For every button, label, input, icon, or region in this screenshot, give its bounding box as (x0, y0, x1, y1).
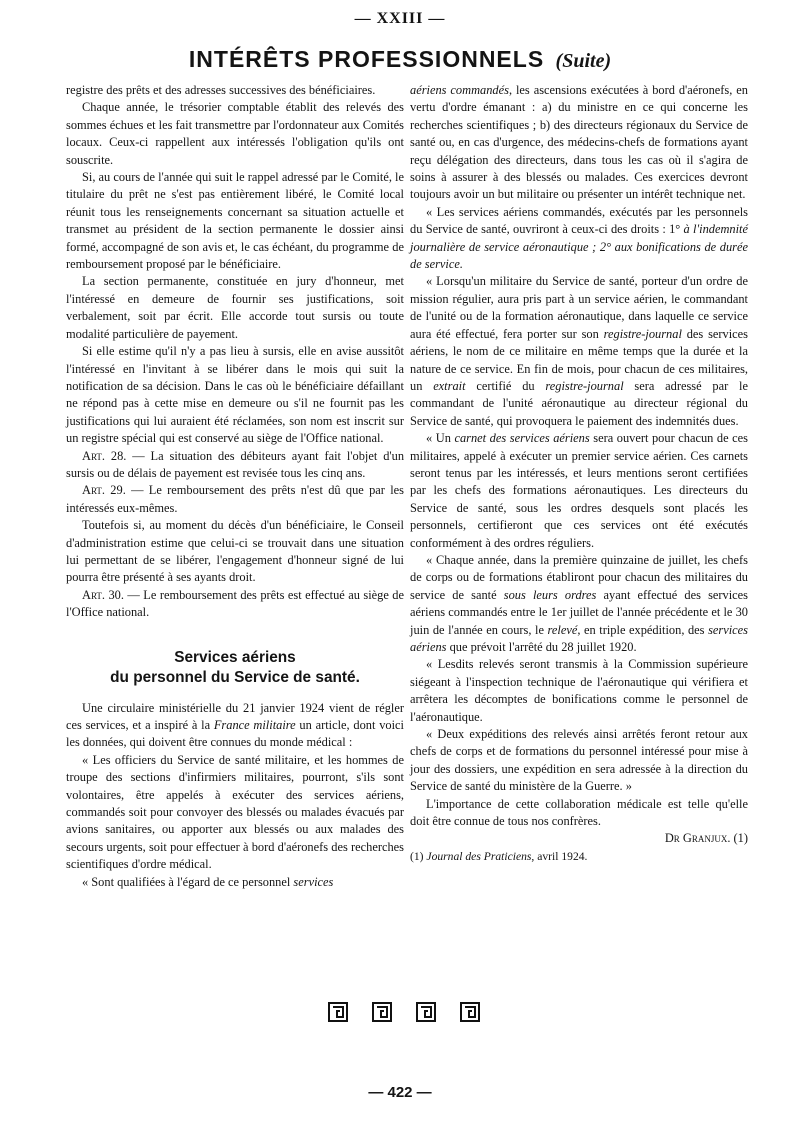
text-run: , les ascensions exécutées à bord d'aéronefs, en vertu d'ordre émanant : a) du ministre en ce qui concerne les recherches scientifiques ; b) des directeurs régionaux du Service de santé ou, en cas d'urgence, des médecins-chefs de formations ayant reçu délégation des directeurs, dans tous les cas où il s'agira de soins à assurer à des blessés ou malades. Ces exercices devront toujours avoir un but militaire ou présenter un intérêt technique net. (410, 83, 748, 202)
paragraph: Si, au cours de l'année qui suit le rappel adressé par le Comité, le titulaire du prêt ne s'est pas entièrement libéré, le Comité local réunit tous les renseignements concernant sa situation actuelle et transmet au président de la section permanente le dossier ainsi formé, accompagné de son avis et, le cas échéant, du programme de remboursement proposé par le bénéficiaire. (66, 170, 404, 272)
paragraph: La section permanente, constituée en jury d'honneur, met l'intéressé en demeure de fournir ses justifications, soit verbalement, soit par écrit. Elle accorde tout sursis ou toute modalité particulière de payement. (66, 274, 404, 341)
paragraph: registre des prêts et des adresses successives des bénéficiaires. (66, 83, 376, 97)
footnote-source: Journal des Praticiens (426, 849, 532, 863)
subtitle-line-2: du personnel du Service de santé. (110, 668, 360, 686)
paragraph: Si elle estime qu'il n'y a pas lieu à sursis, elle en avise aussitôt l'intéressé en l'invitant à se libérer dans le mois qui suit la notification de sa décision. Dans le cas où le bénéficiaire défaillant ne répond pas à cette mise en demeure ou s'il ne fournit pas les justifications qui lui auraient été réclamées, son nom est inscrit sur un registre spécial qui est conservé au siège de l'Office national. (66, 344, 404, 446)
italic-run: registre-journal (603, 326, 682, 341)
text-run: « Les services aériens commandés, exécutés par les personnels du Service de santé, ouvriront à ceux-ci des droits : 1° (410, 204, 748, 237)
article-label: Art. 29. (82, 483, 126, 498)
article-29 (66, 482, 404, 517)
text-run: « Un (426, 431, 455, 446)
article-28 (66, 448, 404, 483)
text-run: un article, dont voici les données, qui doivent être connues du monde médical : (66, 718, 404, 750)
article-30 (66, 587, 404, 622)
paragraph (410, 273, 748, 430)
text-run: certifié du (465, 378, 546, 393)
page-number: — 422 — (368, 1084, 432, 1101)
paragraph (410, 552, 748, 656)
italic-run: services (293, 874, 334, 889)
article-text: — La situation des débiteurs ayant fait l'objet d'un sursis ou de délais de payement est revisée tous les cinq ans. (66, 448, 405, 480)
section-title-suite: (Suite) (555, 50, 612, 72)
text-run: « Sont qualifiées à l'égard de ce personnel (82, 874, 294, 889)
paragraph: Toutefois si, au moment du décès d'un bénéficiaire, le Conseil d'administration estime que celui-ci se trouvait dans une situation lui permettant de se libérer, l'engagement d'honneur signé de lui pourra être présenté à ses ayants droit. (66, 518, 404, 585)
article-text: — Le remboursement des prêts est effectué au siège de l'Office national. (66, 587, 405, 620)
paragraph (410, 430, 748, 552)
greek-key-ornament-icon (460, 1002, 480, 1022)
article-label: Art. 30. (82, 587, 124, 602)
page-section-number: — XXIII — (354, 10, 446, 27)
paragraph: « Les officiers du Service de santé militaire, et les hommes de troupe des sections d'infirmiers militaires, pourront, s'ils sont volontaires, être appelés à exécuter des services aériens, commandés soit pour convoyer des blessés ou malades évacués par avions sanitaires, ou apporter aux blessés ou aux malades des secours urgents, soit pour effectuer à bord d'aéronefs des recherches scientifiques d'ordre médical. (66, 752, 404, 872)
left-column (66, 82, 404, 891)
right-column (410, 82, 748, 865)
text-run: sera adressé par le commandant de l'unité aéronautique au directeur régional du Service de santé, qui provoquera le paiement des indemnités dues. (410, 378, 748, 428)
text-run: , en triple expédition, des (577, 622, 709, 637)
italic-run: extrait (433, 378, 466, 393)
subtitle-line-1: Services aériens (174, 648, 296, 666)
footnote (410, 848, 748, 865)
article-subtitle (66, 648, 404, 688)
article-label: Art. 28. (82, 448, 127, 463)
text-run: des services aériens, le nom de ce militaire en même temps que la durée et la nature de ce service. En fin de mois, pour chacun de ces militaires, un (410, 326, 749, 393)
text-run: « Chaque année, dans la première quinzaine de juillet, les chefs de corps ou de formations établiront pour chacun des militaires du service de santé (410, 552, 748, 602)
italic-run: sous leurs ordres (503, 587, 597, 602)
italic-run: registre-journal (545, 378, 624, 393)
ornament-row (328, 1002, 480, 1022)
text-run: ayant effectué des services aériens commandés entre le 1er juillet de l'année précédente et le 30 juin de l'année en cours, le (410, 587, 748, 637)
italic-run: aériens commandés (410, 83, 509, 97)
greek-key-ornament-icon (372, 1002, 392, 1022)
paragraph: Chaque année, le trésorier comptable établit des relevés des sommes échues et les fait transmettre par l'ordonnateur aux Comités locaux. Ceux-ci rappellent aux intéressés l'obligation qu'ils ont souscrite. (66, 100, 404, 167)
section-title-main: INTÉRÊTS PROFESSIONNELS (188, 46, 545, 72)
text-run: que prévoit l'arrêté du 28 juillet 1920. (446, 640, 637, 654)
paragraph (66, 700, 404, 752)
text-run: « Lorsqu'un militaire du Service de santé, porteur d'un ordre de mission régulier, aura pris part à un service aérien, le commandant de l'unité ou de la formation aéronautique, dans laquelle ce service aura été effectué, fera porter sur son (410, 274, 748, 341)
paragraph: L'importance de cette collaboration médicale est telle qu'elle doit être connue de tous nos confrères. (410, 796, 748, 829)
greek-key-ornament-icon (328, 1002, 348, 1022)
paragraph (410, 204, 748, 274)
footnote-date: , avril 1924. (531, 849, 588, 863)
paragraph: « Deux expéditions des relevés ainsi arrêtés feront retour aux chefs de corps et de formations du personnel intéressé pour mise à jour des dossiers, une expédition en sera adressée à la direction du Service de santé du ministère de la Guerre. » (410, 727, 748, 794)
author-signature: Dr Granjux. (1) (664, 831, 748, 846)
text-run: sera ouvert pour chacun de ces militaires, appelé à exécuter un premier service aérien. Ces carnets seront tenus par les intéressés, et leurs mentions seront certifiées par les chefs des formations aéronautiques. Les directeurs du Service de santé, sous les ordres desquels sont placés les personnels, certifieront que ces services ont été exécutés conformément à des ordres réguliers. (410, 431, 748, 550)
paragraph: « Lesdits relevés seront transmis à la Commission supérieure siégeant à l'inspection technique de l'aéronautique qui vérifiera et arrêtera les décomptes de bonifications comme le personnel de l'aéronautique. (410, 657, 748, 724)
text-run: Une circulaire ministérielle du 21 janvier 1924 vient de régler ces services, et a inspiré à la (66, 700, 404, 732)
italic-run: carnet des services aériens (454, 431, 590, 446)
italic-run: services aériens (410, 622, 748, 654)
italic-run: France militaire (213, 718, 296, 732)
article-text: — Le remboursement des prêts n'est dû que par les intéressés eux-mêmes. (66, 483, 404, 515)
paragraph (410, 82, 748, 204)
italic-run: relevé (547, 622, 578, 637)
paragraph (66, 874, 404, 891)
section-title (0, 46, 800, 73)
footnote-number: (1) (410, 849, 427, 863)
italic-run: à l'indemnité journalière de service aéronautique ; 2° aux bonifications de durée de service. (410, 222, 748, 272)
greek-key-ornament-icon (416, 1002, 436, 1022)
